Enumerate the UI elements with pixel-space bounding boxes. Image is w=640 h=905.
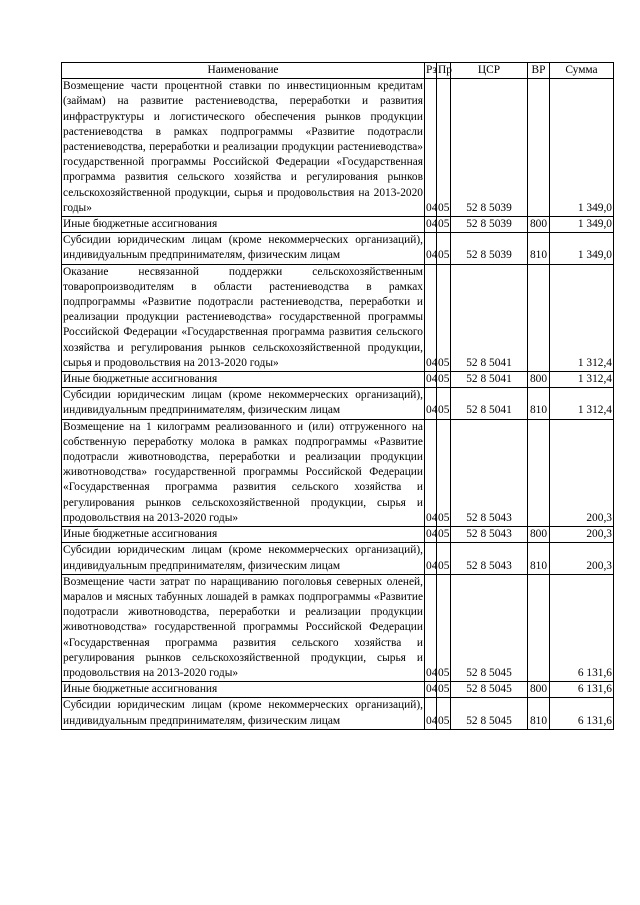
row-name: Иные бюджетные ассигнования: [62, 682, 425, 698]
row-sum: 6 131,6: [550, 682, 614, 698]
table-row: [62, 698, 614, 729]
row-name: Субсидии юридическим лицам (кроме некоммерческих организаций), индивидуальным предпринимателям, физическим лицам: [62, 388, 425, 419]
row-sum: 1 312,4: [550, 388, 614, 419]
row-pr: 05: [437, 527, 451, 543]
row-name: Иные бюджетные ассигнования: [62, 372, 425, 388]
row-pr: 05: [437, 698, 451, 729]
row-name: Иные бюджетные ассигнования: [62, 527, 425, 543]
row-rz: 04: [425, 419, 437, 526]
row-name: Субсидии юридическим лицам (кроме некоммерческих организаций), индивидуальным предпринимателям, физическим лицам: [62, 698, 425, 729]
row-rz: 04: [425, 79, 437, 217]
row-pr: 05: [437, 372, 451, 388]
row-rz: 04: [425, 264, 437, 371]
row-sum: 1 349,0: [550, 79, 614, 217]
row-rz: 04: [425, 527, 437, 543]
row-csr: 52 8 5043: [451, 419, 528, 526]
header-csr: ЦСР: [451, 63, 528, 79]
row-vr: 810: [528, 233, 550, 264]
row-vr: 800: [528, 527, 550, 543]
row-pr: 05: [437, 79, 451, 217]
row-pr: 05: [437, 264, 451, 371]
row-pr: 05: [437, 682, 451, 698]
row-sum: 200,3: [550, 419, 614, 526]
row-name: Возмещение на 1 килограмм реализованного и (или) отгруженного на собственную переработку молока в рамках подпрограммы «Развитие подотрасли животноводства, переработки и реализации продукции животноводства» государственной программы Российской Федерации «Государственная программа развития сельского хозяйства и регулирования рынков сельскохозяйственной продукции, сырья и продовольствия на 2013-2020 годы»: [62, 419, 425, 526]
header-vr: ВР: [528, 63, 550, 79]
row-sum: 1 312,4: [550, 372, 614, 388]
row-pr: 05: [437, 217, 451, 233]
header-pr: Пр: [437, 63, 451, 79]
row-rz: 04: [425, 682, 437, 698]
row-vr: [528, 264, 550, 371]
row-pr: 05: [437, 574, 451, 681]
row-rz: 04: [425, 574, 437, 681]
table-row: [62, 543, 614, 574]
row-name: Субсидии юридическим лицам (кроме некоммерческих организаций), индивидуальным предпринимателям, физическим лицам: [62, 543, 425, 574]
row-vr: [528, 79, 550, 217]
row-sum: 200,3: [550, 527, 614, 543]
table-row: [62, 217, 614, 233]
row-pr: 05: [437, 543, 451, 574]
row-csr: 52 8 5039: [451, 79, 528, 217]
row-rz: 04: [425, 372, 437, 388]
row-name: Иные бюджетные ассигнования: [62, 217, 425, 233]
row-csr: 52 8 5043: [451, 543, 528, 574]
row-name: Субсидии юридическим лицам (кроме некоммерческих организаций), индивидуальным предпринимателям, физическим лицам: [62, 233, 425, 264]
row-rz: 04: [425, 388, 437, 419]
table-row: [62, 233, 614, 264]
row-sum: 6 131,6: [550, 698, 614, 729]
row-vr: 810: [528, 388, 550, 419]
table-row: [62, 79, 614, 217]
row-name: Возмещение части затрат по наращиванию поголовья северных оленей, маралов и мясных табунных лошадей в рамках подпрограммы «Развитие подотрасли животноводства, переработки и реализации продукции животноводства» государственной программы Российской Федерации «Государственная программа развития сельского хозяйства и регулирования рынков сельскохозяйственной продукции, сырья и продовольствия на 2013-2020 годы»: [62, 574, 425, 681]
table-row: [62, 388, 614, 419]
table-row: [62, 574, 614, 681]
row-vr: 800: [528, 372, 550, 388]
budget-table: [61, 62, 614, 730]
row-vr: 810: [528, 543, 550, 574]
header-sum: Сумма: [550, 63, 614, 79]
row-name: Возмещение части процентной ставки по инвестиционным кредитам (займам) на развитие растениеводства, переработки и развития инфраструктуры и логистического обеспечения рынков продукции растениеводства в рамках подпрограммы «Развитие подотрасли растениеводства, переработки и реализации продукции растениеводства» государственной программы Российской Федерации «Государственная программа развития сельского хозяйства и регулирования рынков сельскохозяйственной продукции, сырья и продовольствия на 2013-2020 годы»: [62, 79, 425, 217]
table-row: [62, 527, 614, 543]
row-csr: 52 8 5045: [451, 682, 528, 698]
row-csr: 52 8 5045: [451, 698, 528, 729]
row-pr: 05: [437, 388, 451, 419]
row-sum: 1 349,0: [550, 233, 614, 264]
row-rz: 04: [425, 543, 437, 574]
row-csr: 52 8 5041: [451, 388, 528, 419]
row-sum: 6 131,6: [550, 574, 614, 681]
row-csr: 52 8 5039: [451, 233, 528, 264]
row-sum: 1 312,4: [550, 264, 614, 371]
row-rz: 04: [425, 698, 437, 729]
row-name: Оказание несвязанной поддержки сельскохозяйственным товаропроизводителям в области растениеводства в рамках подпрограммы «Развитие подотрасли растениеводства, переработки и реализации продукции растениеводства» государственной программы Российской Федерации «Государственная программа развития сельского хозяйства и регулирования рынков сельскохозяйственной продукции, сырья и продовольствия на 2013-2020 годы»: [62, 264, 425, 371]
header-rz: Рз: [425, 63, 437, 79]
row-vr: [528, 574, 550, 681]
row-csr: 52 8 5041: [451, 264, 528, 371]
row-vr: 800: [528, 217, 550, 233]
table-header-row: [62, 63, 614, 79]
table-row: [62, 419, 614, 526]
table-row: [62, 682, 614, 698]
row-pr: 05: [437, 233, 451, 264]
row-csr: 52 8 5039: [451, 217, 528, 233]
row-vr: [528, 419, 550, 526]
document-page: [61, 62, 614, 730]
row-pr: 05: [437, 419, 451, 526]
row-sum: 200,3: [550, 543, 614, 574]
row-rz: 04: [425, 233, 437, 264]
table-row: [62, 372, 614, 388]
row-csr: 52 8 5045: [451, 574, 528, 681]
row-sum: 1 349,0: [550, 217, 614, 233]
header-name: Наименование: [62, 63, 425, 79]
row-rz: 04: [425, 217, 437, 233]
row-csr: 52 8 5043: [451, 527, 528, 543]
row-csr: 52 8 5041: [451, 372, 528, 388]
table-row: [62, 264, 614, 371]
row-vr: 800: [528, 682, 550, 698]
row-vr: 810: [528, 698, 550, 729]
